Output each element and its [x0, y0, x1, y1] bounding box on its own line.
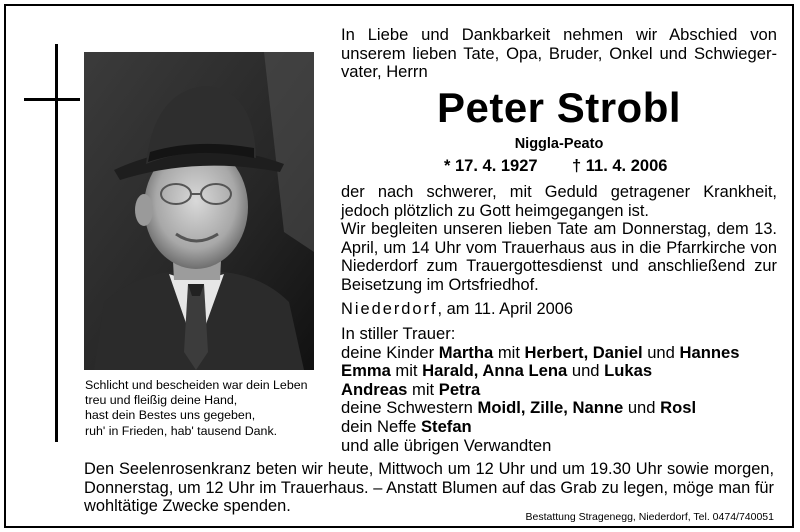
- mourner-name: Moidl, Zille, Nanne: [477, 398, 624, 418]
- mourner-text: und: [567, 361, 605, 381]
- cross-icon-bar: [24, 98, 80, 101]
- mourner-text: und: [642, 342, 680, 362]
- mourner-line: und alle übrigen Verwandten: [341, 435, 552, 455]
- place-date-text: , am 11. April 2006: [437, 300, 573, 318]
- mourner-text: deine Schwestern: [341, 398, 478, 418]
- mourner-text: mit: [407, 379, 439, 399]
- mourner-name: Emma: [341, 361, 391, 381]
- place-date: [341, 300, 777, 319]
- mourner-line: [341, 418, 777, 437]
- nickname: Niggla-Peato: [514, 136, 604, 152]
- deceased-name: Peter Strobl: [436, 84, 682, 131]
- intro-text: In Liebe und Dankbarkeit nehmen wir Abschied von unserem lieben Tate, Opa, Bruder, Onkel und Schwieger-vater, Herrn: [341, 25, 777, 82]
- cross-icon: [55, 44, 58, 442]
- mourner-text: und: [623, 398, 661, 418]
- funeral-text: Wir begleiten unseren lieben Tate am Donnerstag, dem 13. April, um 14 Uhr vom Trauerhaus aus in die Pfarrkirche von Niederdorf zum Trauergottesdienst und anschließend zur Beisetzung im Ortsfriedhof.: [341, 220, 777, 294]
- mourner-line: [341, 344, 777, 363]
- mourner-name: Stefan: [420, 416, 472, 436]
- mourner-text: mit: [493, 342, 525, 362]
- mourner-line: [341, 362, 777, 381]
- mourner-text: dein Neffe: [341, 416, 421, 436]
- poem: [85, 378, 325, 439]
- mourner-name: Petra: [438, 379, 481, 399]
- mourner-name: Martha: [438, 342, 494, 362]
- mourner-line: [341, 381, 777, 400]
- mourner-name: Andreas: [341, 379, 408, 399]
- illness-text: der nach schwerer, mit Geduld getragener Krankheit, jedoch plötzlich zu Gott heimgegangen ist.: [341, 183, 777, 220]
- rosary-notice: Den Seelenrosenkranz beten wir heute, Mittwoch um 12 Uhr und um 19.30 Uhr sowie morgen, Donnerstag, um 12 Uhr im Trauerhaus. – Anstatt Blumen auf das Grab zu legen, möge man für wohltätige Zwecke spenden.: [84, 460, 774, 516]
- mourner-name: Hannes: [679, 342, 740, 362]
- mourner-name: Harald, Anna Lena: [422, 361, 568, 381]
- mourner-name: Rosl: [660, 398, 697, 418]
- mourner-name: Lukas: [604, 361, 653, 381]
- mourner-line: [341, 399, 777, 418]
- place-town: Niederdorf: [341, 300, 438, 318]
- funeral-home-credit: Bestattung Stragenegg, Niederdorf, Tel. 0474/740051: [525, 511, 774, 523]
- portrait-photo: [84, 52, 314, 370]
- mourner-name: Herbert, Daniel: [524, 342, 643, 362]
- poem-line: ruh' in Frieden, hab' tausend Dank.: [85, 423, 278, 438]
- poem-line: hast dein Bestes uns gegeben,: [85, 408, 256, 423]
- mourner-text: deine Kinder: [341, 342, 439, 362]
- poem-line: treu und fleißig deine Hand,: [85, 393, 238, 408]
- birth-date: * 17. 4. 1927: [444, 157, 538, 175]
- death-date: † 11. 4. 2006: [572, 157, 668, 175]
- mourners-heading: In stiller Trauer:: [341, 324, 456, 343]
- mourners-list: [341, 325, 777, 455]
- poem-line: Schlicht und bescheiden war dein Leben: [85, 378, 308, 392]
- mourner-text: mit: [390, 361, 423, 381]
- announcement-text: [341, 183, 777, 295]
